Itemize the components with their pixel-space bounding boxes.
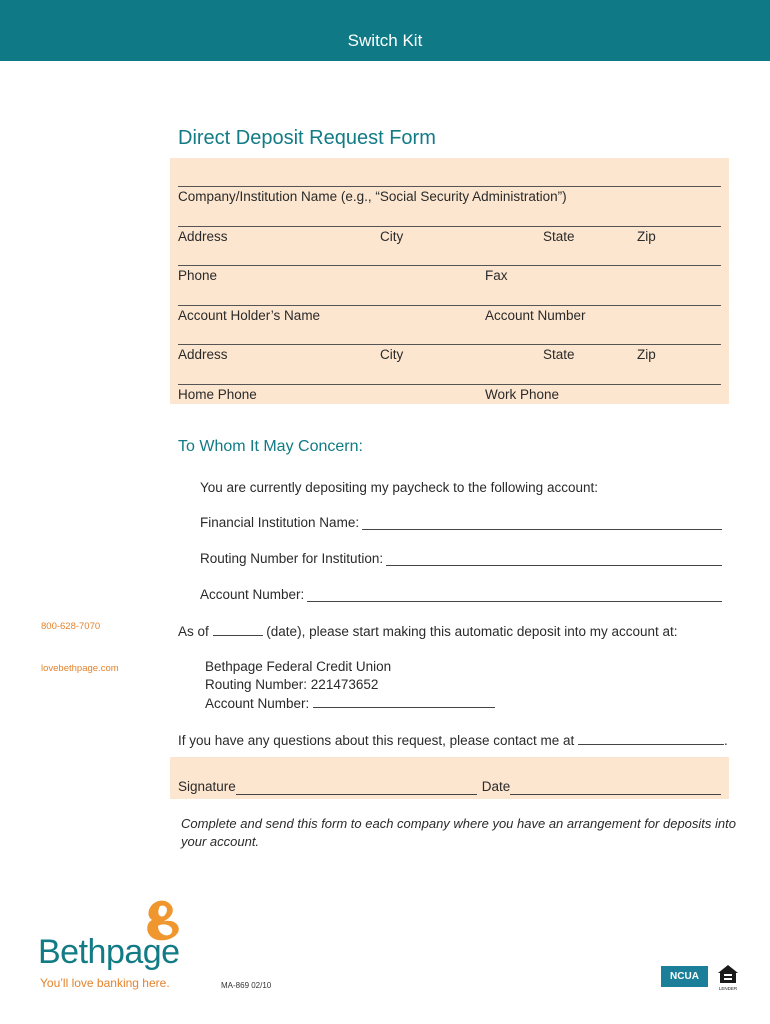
as-of-prefix: As of xyxy=(178,624,209,639)
bank-acct-field[interactable] xyxy=(313,695,495,708)
bank-name: Bethpage Federal Credit Union xyxy=(205,659,392,674)
header-title: Switch Kit xyxy=(347,31,423,50)
home-phone-line[interactable] xyxy=(178,384,721,385)
company-line[interactable] xyxy=(178,186,721,187)
brand-logo: Bethpage xyxy=(38,933,180,971)
fi-name-field[interactable] xyxy=(362,517,722,530)
as-of-date-field[interactable] xyxy=(213,623,263,636)
address-label: Address xyxy=(178,229,228,244)
company-label: Company/Institution Name (e.g., “Social Security Administration”) xyxy=(178,189,567,204)
lender-text: LENDER xyxy=(718,986,738,991)
acct-label: Account Number: xyxy=(200,587,305,602)
date-field[interactable] xyxy=(510,782,721,795)
bank-acct-line xyxy=(205,695,495,712)
letter-heading: To Whom It May Concern: xyxy=(178,438,363,455)
phone-label: Phone xyxy=(178,268,218,283)
date-label: Date xyxy=(481,779,511,794)
sidebar-website[interactable]: lovebethpage.com xyxy=(41,663,119,674)
zip-label: Zip xyxy=(637,229,656,244)
account-number-label: Account Number xyxy=(485,308,586,323)
ncua-logo: NCUA xyxy=(661,966,708,987)
questions-line xyxy=(178,732,728,749)
fi-name-row xyxy=(200,515,722,530)
routing-label: Routing Number for Institution: xyxy=(200,551,384,566)
work-phone-label: Work Phone xyxy=(485,387,560,402)
equal-housing-lender-icon xyxy=(716,963,740,991)
form-title: Direct Deposit Request Form xyxy=(178,127,436,149)
zip2-label: Zip xyxy=(637,347,656,362)
bank-acct-label: Account Number: xyxy=(205,696,310,711)
questions-text: If you have any questions about this request, please contact me at xyxy=(178,733,575,748)
routing-row xyxy=(200,551,722,566)
phone-line[interactable] xyxy=(178,265,721,266)
as-of-line xyxy=(178,623,678,640)
letter-intro: You are currently depositing my paycheck to the following account: xyxy=(200,480,598,495)
address2-label: Address xyxy=(178,347,228,362)
city2-label: City xyxy=(380,347,404,362)
signature-label: Signature xyxy=(178,779,236,794)
instruction-note: Complete and send this form to each company where you have an arrangement for deposits into your account. xyxy=(181,816,736,849)
holder-line[interactable] xyxy=(178,305,721,306)
bank-routing: Routing Number: 221473652 xyxy=(205,677,379,692)
state2-label: State xyxy=(543,347,575,362)
acct-field[interactable] xyxy=(307,589,722,602)
signature-row xyxy=(178,779,721,795)
fi-name-label: Financial Institution Name: xyxy=(200,515,360,530)
routing-field[interactable] xyxy=(386,553,722,566)
as-of-suffix: (date), please start making this automatic deposit into my account at: xyxy=(266,624,678,639)
address-line[interactable] xyxy=(178,226,721,227)
questions-end: . xyxy=(724,733,728,748)
address2-line[interactable] xyxy=(178,344,721,345)
fax-label: Fax xyxy=(485,268,508,283)
city-label: City xyxy=(380,229,404,244)
state-label: State xyxy=(543,229,575,244)
sidebar-phone[interactable]: 800-628-7070 xyxy=(41,621,101,632)
acct-row xyxy=(200,587,722,602)
contact-field[interactable] xyxy=(578,732,724,745)
holder-name-label: Account Holder’s Name xyxy=(178,308,321,323)
home-phone-label: Home Phone xyxy=(178,387,257,402)
form-number: MA-869 02/10 xyxy=(221,981,272,990)
signature-field[interactable] xyxy=(236,782,477,795)
brand-tagline: You’ll love banking here. xyxy=(40,976,170,990)
